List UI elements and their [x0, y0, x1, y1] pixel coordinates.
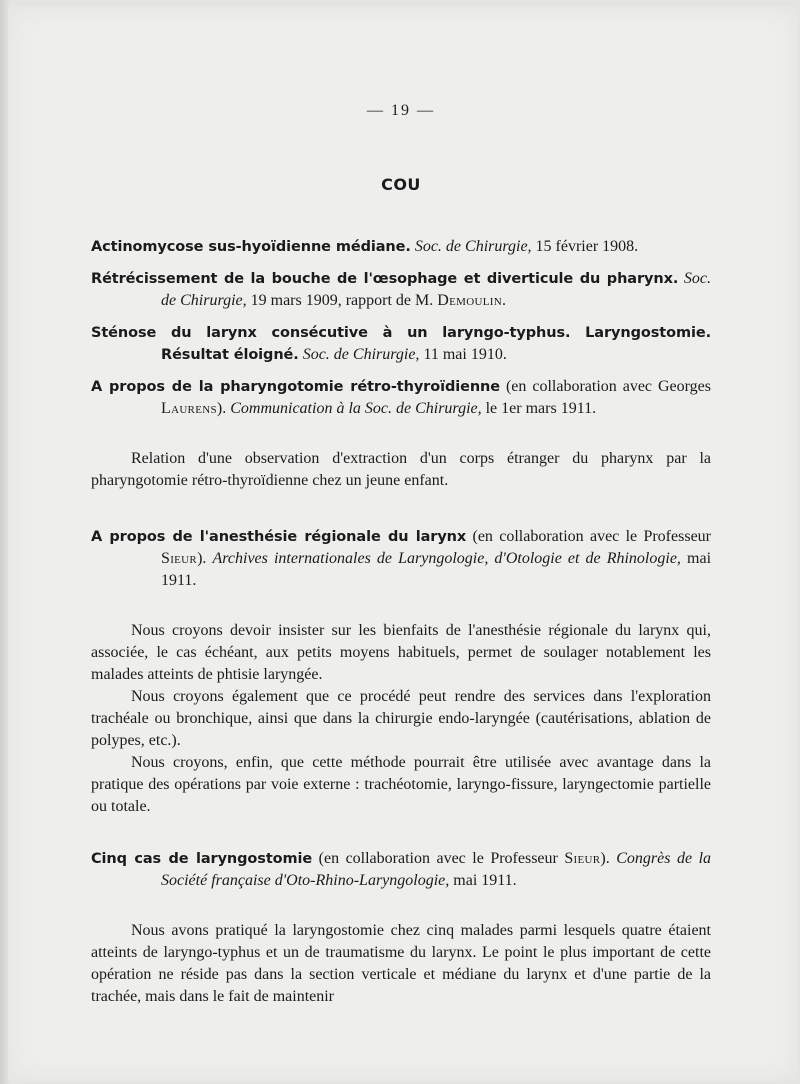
entry-collaborator-name: Sieur [161, 550, 198, 567]
entry-collaborator-name: Laurens [161, 400, 217, 417]
entry-citation-italic: Soc. de Chirurgie, [302, 346, 420, 363]
bibliography-entry [91, 236, 711, 258]
entry-citation-italic: Soc. de Chirurgie, [161, 270, 712, 309]
bibliography-entry [91, 322, 711, 366]
entry-citation-italic: Soc. de Chirurgie, [414, 238, 532, 255]
entry-citation-date: 11 mai 1910. [423, 346, 507, 363]
entry-title: Cinq cas de laryngostomie [91, 851, 313, 867]
entry-collaboration: (en collaboration avec le Professeur [318, 850, 558, 867]
entry-citation-date: le 1er mars 1911. [485, 400, 597, 417]
entry-title: Sténose du larynx consécutive à un laryngo-typhus. Laryngostomie. Résultat éloigné. [91, 325, 711, 363]
entry-citation-author: Demoulin [437, 292, 502, 309]
entry-title: A propos de l'anesthésie régionale du larynx [91, 529, 467, 545]
entry-citation-italic: Communication à la Soc. de Chirurgie, [230, 400, 482, 417]
entry-citation-date: 15 février 1908. [535, 238, 639, 255]
abstract-paragraph: Nous croyons également que ce procédé peut rendre des services dans l'exploration trachéale ou bronchique, ainsi que dans la chirurgie endo-laryngée (cautérisations, ablation de polypes, etc.). [91, 688, 711, 749]
entry-collaboration: (en collaboration avec le Professeur [472, 528, 711, 545]
entry-collaboration-end: ). [197, 550, 207, 567]
abstract-paragraph: Relation d'une observation d'extraction d'un corps étranger du pharynx par la pharyngotomie rétro-thyroïdienne chez un jeune enfant. [91, 450, 711, 489]
entry-citation-italic: Congrès de la Société française d'Oto-Rhino-Laryngologie, [161, 850, 712, 889]
page-content [91, 100, 711, 1008]
page-number: — 19 — [367, 102, 435, 119]
abstract-paragraph: Nous croyons devoir insister sur les bienfaits de l'anesthésie régionale du larynx qui, associée, le cas échéant, aux petits moyens habituels, permet de soulager notablement les malades atteints de phtisie laryngée. [91, 622, 711, 683]
entry-citation-end: . [501, 292, 506, 309]
bibliography-entry [91, 268, 711, 312]
abstract-paragraph: Nous avons pratiqué la laryngostomie chez cinq malades parmi lesquels quatre étaient atteints de laryngo-typhus et un de traumatisme du larynx. Le point le plus important de cette opération ne réside pas dans la section verticale et médiane du larynx et d'une partie de la trachée, mais dans le fait de maintenir [91, 922, 711, 1005]
entry-citation-date: mai 1911. [161, 550, 712, 589]
entry-collaboration: (en collaboration avec Georges [505, 378, 711, 395]
bibliography-entry [91, 526, 711, 592]
entry-collaboration-end: ). [216, 400, 227, 417]
bibliography-entry [91, 848, 711, 892]
entry-title: Rétrécissement de la bouche de l'œsophage et diverticule du pharynx. [91, 271, 679, 287]
abstract-paragraph: Nous croyons, enfin, que cette méthode pourrait être utilisée avec avantage dans la pratique des opérations par voie externe : trachéotomie, laryngo-fissure, laryngectomie partielle ou totale. [91, 754, 711, 815]
bibliography-entry [91, 376, 711, 420]
entry-collaborator-name: Sieur [564, 850, 601, 867]
entry-citation-date: 19 mars 1909, rapport de M. [250, 292, 434, 309]
entry-title: Actinomycose sus-hyoïdienne médiane. [91, 239, 411, 255]
section-heading: COU [381, 175, 421, 194]
entry-title: A propos de la pharyngotomie rétro-thyroïdienne [91, 379, 501, 395]
entry-collaboration-end: ). [600, 850, 610, 867]
entry-citation-italic: Archives internationales de Laryngologie, d'Otologie et de Rhinologie, [212, 550, 681, 567]
entry-citation-date: mai 1911. [453, 872, 517, 889]
